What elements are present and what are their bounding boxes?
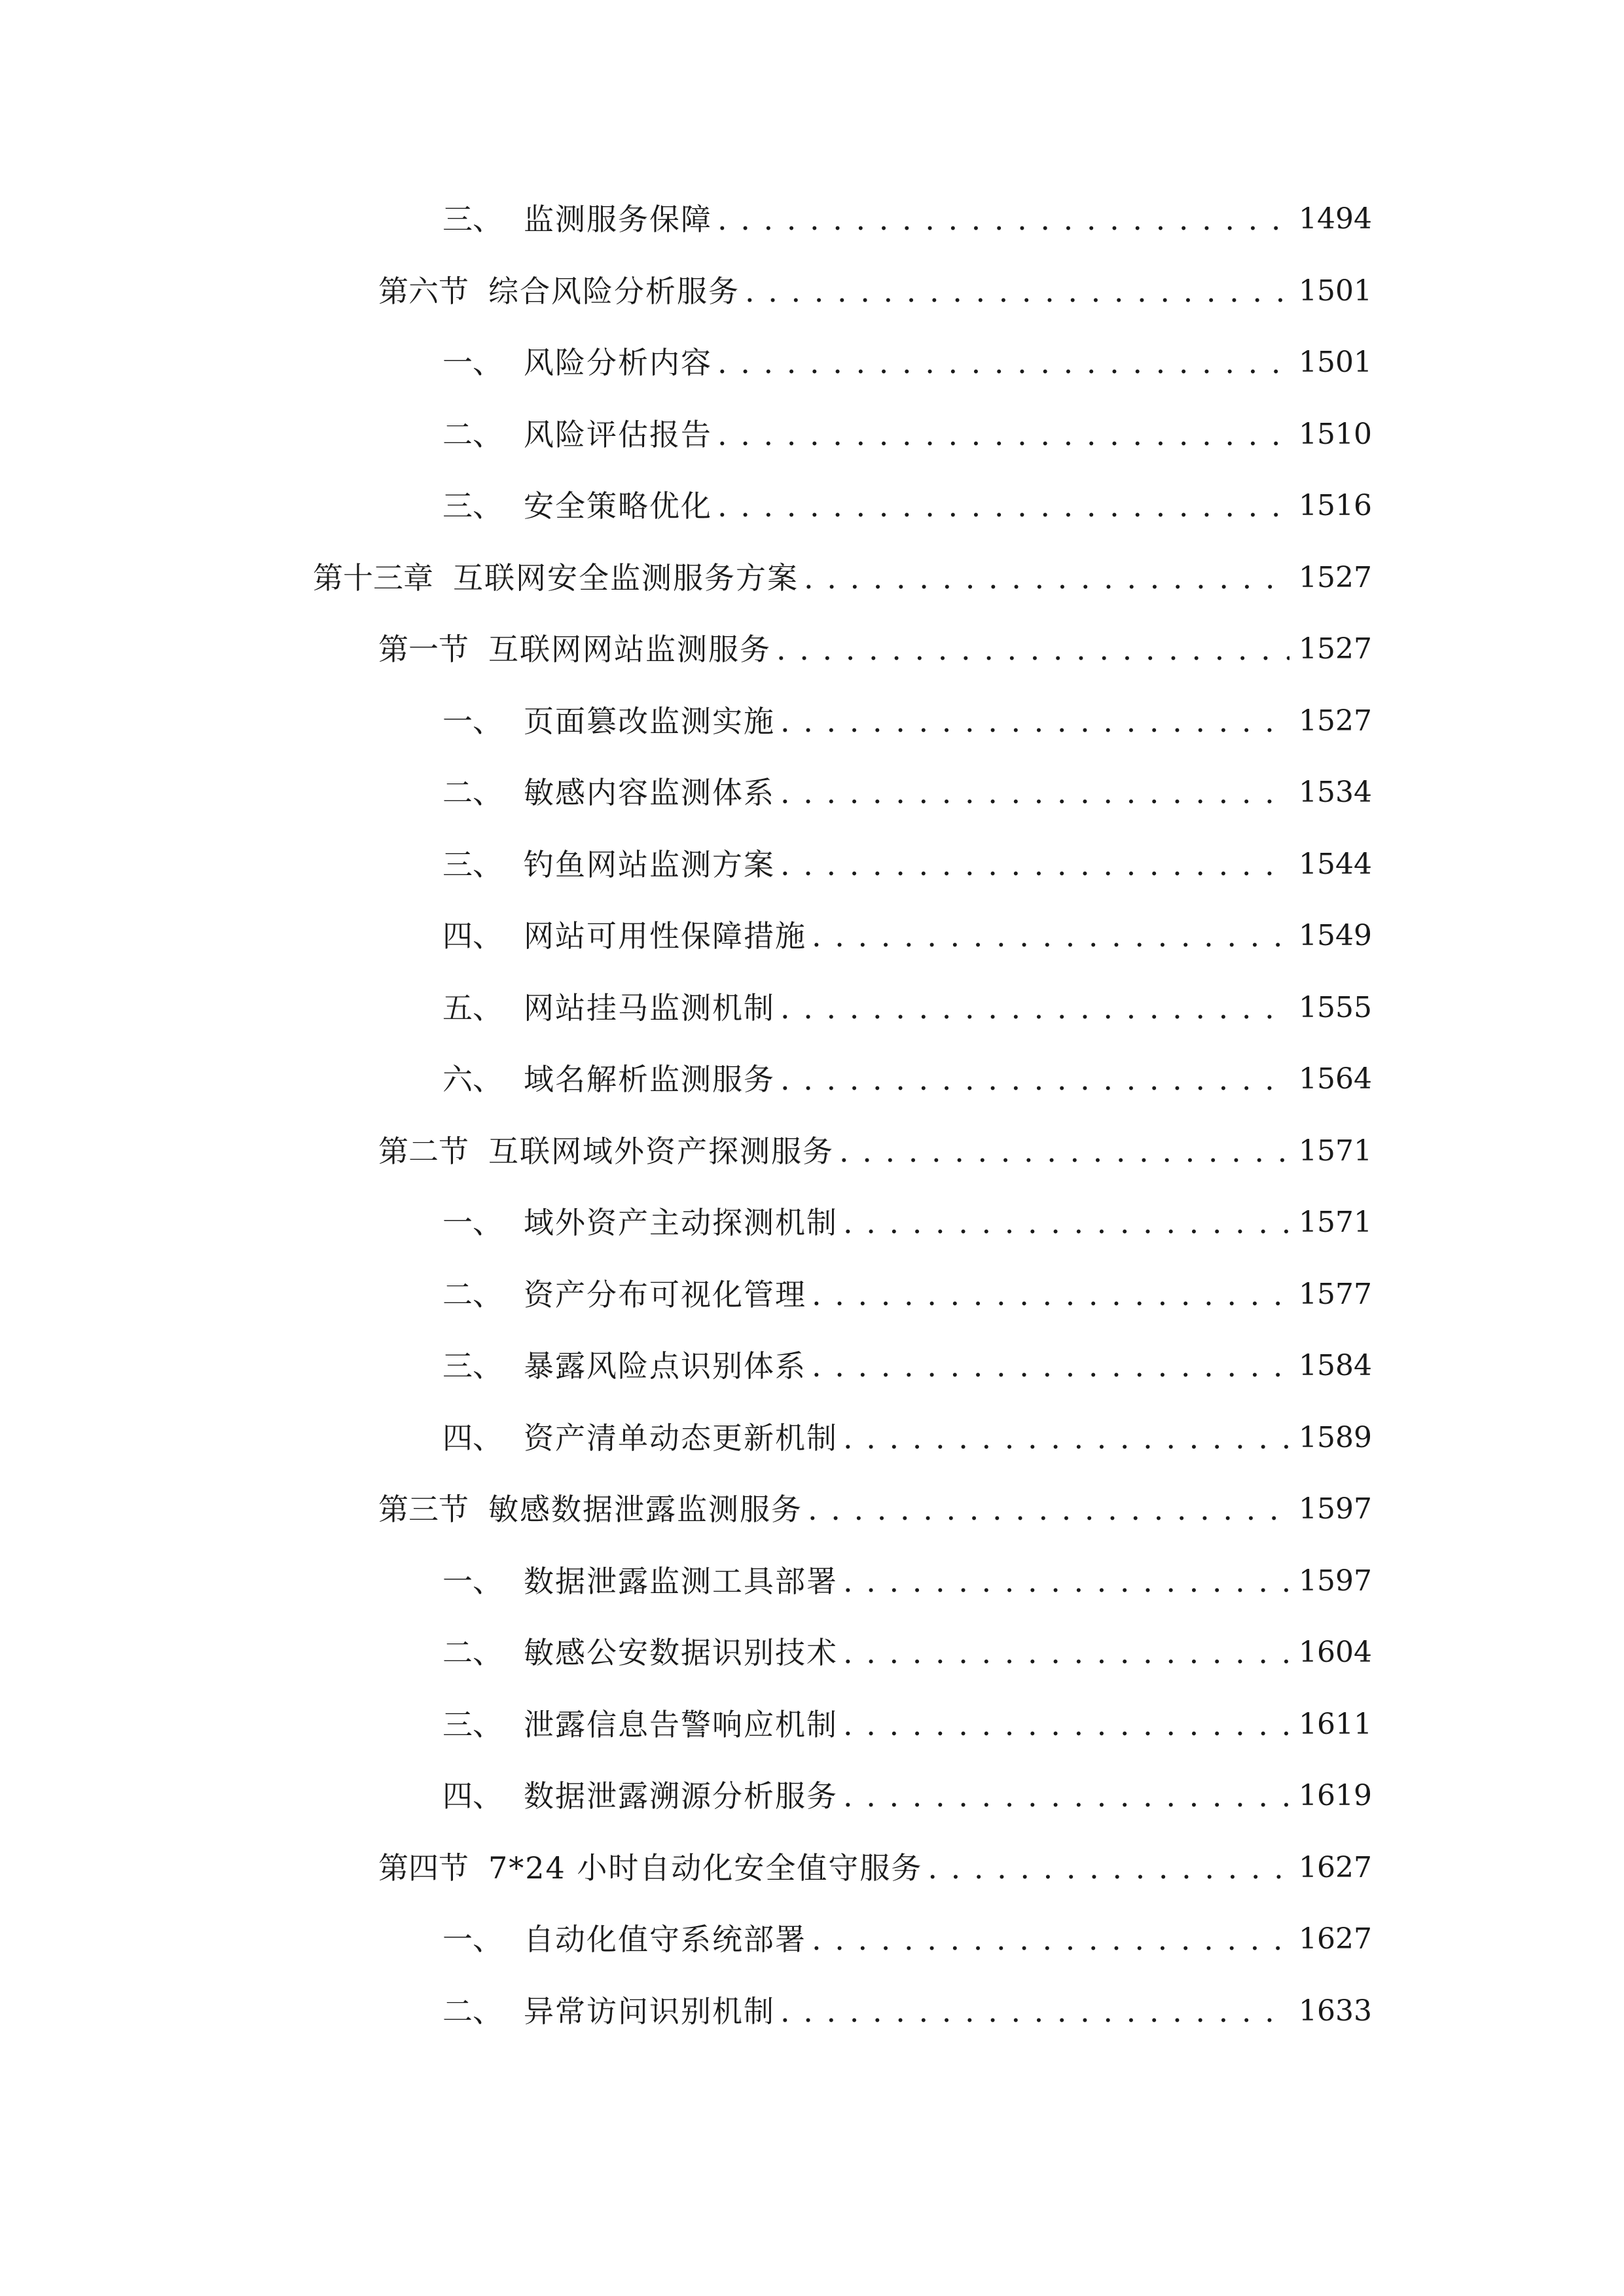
dot-leader: [780, 838, 1290, 891]
toc-entry[interactable]: [442, 910, 1372, 962]
toc-entry-number: 第四节: [378, 1850, 469, 1886]
toc-entry-page: 1527: [1299, 561, 1372, 594]
toc-entry[interactable]: [313, 552, 1372, 604]
toc-entry-title: 异常访问识别机制: [524, 1994, 775, 2029]
toc-entry-title: 互联网网站监测服务: [488, 632, 771, 667]
toc-entry-title: 泄露信息告警响应机制: [524, 1707, 838, 1742]
toc-entry-page: 1534: [1299, 776, 1372, 809]
toc-entry-number: 四、: [442, 1778, 503, 1814]
toc-entry-title: 钓鱼网站监测方案: [524, 847, 775, 882]
toc-entry[interactable]: [442, 480, 1372, 532]
toc-entry[interactable]: [442, 1268, 1372, 1321]
toc-entry[interactable]: [442, 408, 1372, 461]
dot-leader: [843, 1555, 1290, 1607]
toc-entry[interactable]: [442, 1913, 1372, 1965]
dot-leader: [843, 1412, 1290, 1464]
toc-entry-title: 安全策略优化: [524, 488, 712, 524]
toc-entry[interactable]: [442, 1053, 1372, 1105]
toc-entry-page: 1597: [1299, 1492, 1372, 1526]
toc-entry-title: 域名解析监测服务: [524, 1062, 775, 1097]
toc-entry-number: 四、: [442, 918, 503, 954]
dot-leader: [812, 1268, 1290, 1321]
toc-entry-number: 四、: [442, 1420, 503, 1456]
toc-entry[interactable]: [442, 1412, 1372, 1464]
toc-entry-title: 数据泄露监测工具部署: [524, 1564, 838, 1599]
dot-leader: [780, 982, 1290, 1034]
toc-entry-number: 五、: [442, 990, 503, 1026]
toc-entry[interactable]: [442, 1196, 1372, 1249]
toc-entry[interactable]: [442, 838, 1372, 891]
dot-leader: [843, 1196, 1290, 1249]
toc-entry-number: 三、: [442, 1348, 503, 1384]
toc-entry-page: 1510: [1299, 418, 1372, 451]
dot-leader: [717, 193, 1290, 245]
toc-entry-number: 第三节: [378, 1492, 469, 1527]
toc-entry-page: 1494: [1299, 202, 1372, 236]
toc-entry-number: 二、: [442, 775, 503, 810]
toc-entry-number: 六、: [442, 1062, 503, 1097]
toc-entry[interactable]: [378, 265, 1372, 317]
toc-entry-number: 三、: [442, 488, 503, 524]
dot-leader: [717, 336, 1290, 389]
toc-entry[interactable]: [442, 766, 1372, 819]
toc-entry[interactable]: [378, 1125, 1372, 1177]
toc-entry-title: 监测服务保障: [524, 202, 712, 237]
toc-entry-number: 二、: [442, 417, 503, 452]
toc-entry-title: 资产清单动态更新机制: [524, 1420, 838, 1456]
toc-entry-number: 三、: [442, 1707, 503, 1742]
toc-entry-number: 二、: [442, 1994, 503, 2029]
toc-entry-page: 1571: [1299, 1134, 1372, 1168]
toc-entry-number: 第十三章: [313, 560, 433, 596]
toc-entry-page: 1627: [1299, 1922, 1372, 1956]
toc-entry-title: 综合风险分析服务: [488, 274, 740, 309]
dot-leader: [780, 766, 1290, 819]
toc-entry-title: 自动化值守系统部署: [524, 1922, 806, 1957]
toc-entry[interactable]: [442, 982, 1372, 1034]
toc-entry[interactable]: [378, 623, 1372, 675]
toc-entry-title: 敏感数据泄露监测服务: [488, 1492, 803, 1527]
toc-entry-number: 三、: [442, 847, 503, 882]
toc-entry-page: 1549: [1299, 919, 1372, 952]
toc-entry-page: 1604: [1299, 1636, 1372, 1669]
toc-entry-page: 1527: [1299, 632, 1372, 666]
toc-entry[interactable]: [378, 1483, 1372, 1535]
toc-entry[interactable]: [442, 1340, 1372, 1392]
toc-entry-number: 二、: [442, 1277, 503, 1312]
toc-entry[interactable]: [442, 193, 1372, 245]
dot-leader: [780, 1985, 1290, 2037]
toc-entry[interactable]: [378, 1842, 1372, 1894]
dot-leader: [804, 552, 1290, 604]
toc-entry-page: 1577: [1299, 1278, 1372, 1311]
toc-entry-page: 1584: [1299, 1349, 1372, 1382]
toc-entry-number: 一、: [442, 345, 503, 380]
toc-entry-number: 三、: [442, 202, 503, 237]
toc-entry-page: 1527: [1299, 704, 1372, 738]
toc-entry-page: 1619: [1299, 1779, 1372, 1812]
dot-leader: [808, 1483, 1290, 1535]
toc-entry-page: 1564: [1299, 1062, 1372, 1096]
toc-entry-page: 1571: [1299, 1206, 1372, 1239]
dot-leader: [843, 1698, 1290, 1751]
toc-entry[interactable]: [442, 1555, 1372, 1607]
toc-entry-title: 页面篡改监测实施: [524, 704, 775, 739]
toc-entry-number: 二、: [442, 1635, 503, 1670]
dot-leader: [717, 408, 1290, 461]
toc-entry-page: 1501: [1299, 346, 1372, 379]
toc-entry[interactable]: [442, 1698, 1372, 1751]
toc-entry-page: 1589: [1299, 1421, 1372, 1454]
toc-entry-page: 1516: [1299, 489, 1372, 522]
toc-entry-title: 7*24 小时自动化安全值守服务: [488, 1850, 923, 1886]
toc-entry-title: 资产分布可视化管理: [524, 1277, 806, 1312]
toc-entry-number: 第一节: [378, 632, 469, 667]
toc-entry-title: 敏感内容监测体系: [524, 775, 775, 810]
toc-entry[interactable]: [442, 1626, 1372, 1679]
toc-entry-page: 1501: [1299, 274, 1372, 308]
dot-leader: [843, 1770, 1290, 1822]
toc-entry-page: 1633: [1299, 1994, 1372, 2028]
toc-entry-page: 1597: [1299, 1564, 1372, 1598]
toc-entry-title: 网站可用性保障措施: [524, 918, 806, 954]
toc-entry-title: 敏感公安数据识别技术: [524, 1635, 838, 1670]
toc-entry-number: 第二节: [378, 1134, 469, 1169]
toc-entry-title: 风险评估报告: [524, 417, 712, 452]
toc-entry-title: 风险分析内容: [524, 345, 712, 380]
toc-entry-title: 暴露风险点识别体系: [524, 1348, 806, 1384]
toc-entry-number: 一、: [442, 704, 503, 739]
toc-entry-title: 数据泄露溯源分析服务: [524, 1778, 838, 1814]
dot-leader: [812, 910, 1290, 962]
toc-entry[interactable]: [442, 336, 1372, 389]
toc-entry-page: 1555: [1299, 991, 1372, 1024]
toc-entry[interactable]: [442, 695, 1372, 747]
toc-entry-number: 一、: [442, 1564, 503, 1599]
toc-entry-title: 互联网域外资产探测服务: [488, 1134, 834, 1169]
dot-leader: [780, 1053, 1290, 1105]
dot-leader: [928, 1842, 1290, 1894]
dot-leader: [745, 265, 1290, 317]
toc-entry-title: 互联网安全监测服务方案: [453, 560, 799, 596]
toc-entry-page: 1611: [1299, 1708, 1372, 1741]
toc-entry-number: 第六节: [378, 274, 469, 309]
dot-leader: [843, 1626, 1290, 1679]
toc-entry[interactable]: [442, 1985, 1372, 2037]
dot-leader: [812, 1340, 1290, 1392]
dot-leader: [812, 1913, 1290, 1965]
toc-entry[interactable]: [442, 1770, 1372, 1822]
dot-leader: [839, 1125, 1290, 1177]
toc-entry-page: 1544: [1299, 848, 1372, 881]
toc-entry-page: 1627: [1299, 1851, 1372, 1884]
toc-entry-title: 域外资产主动探测机制: [524, 1205, 838, 1240]
dot-leader: [776, 623, 1290, 675]
dot-leader: [717, 480, 1290, 532]
toc-entry-number: 一、: [442, 1922, 503, 1957]
dot-leader: [780, 695, 1290, 747]
toc-entry-title: 网站挂马监测机制: [524, 990, 775, 1026]
toc-entry-number: 一、: [442, 1205, 503, 1240]
